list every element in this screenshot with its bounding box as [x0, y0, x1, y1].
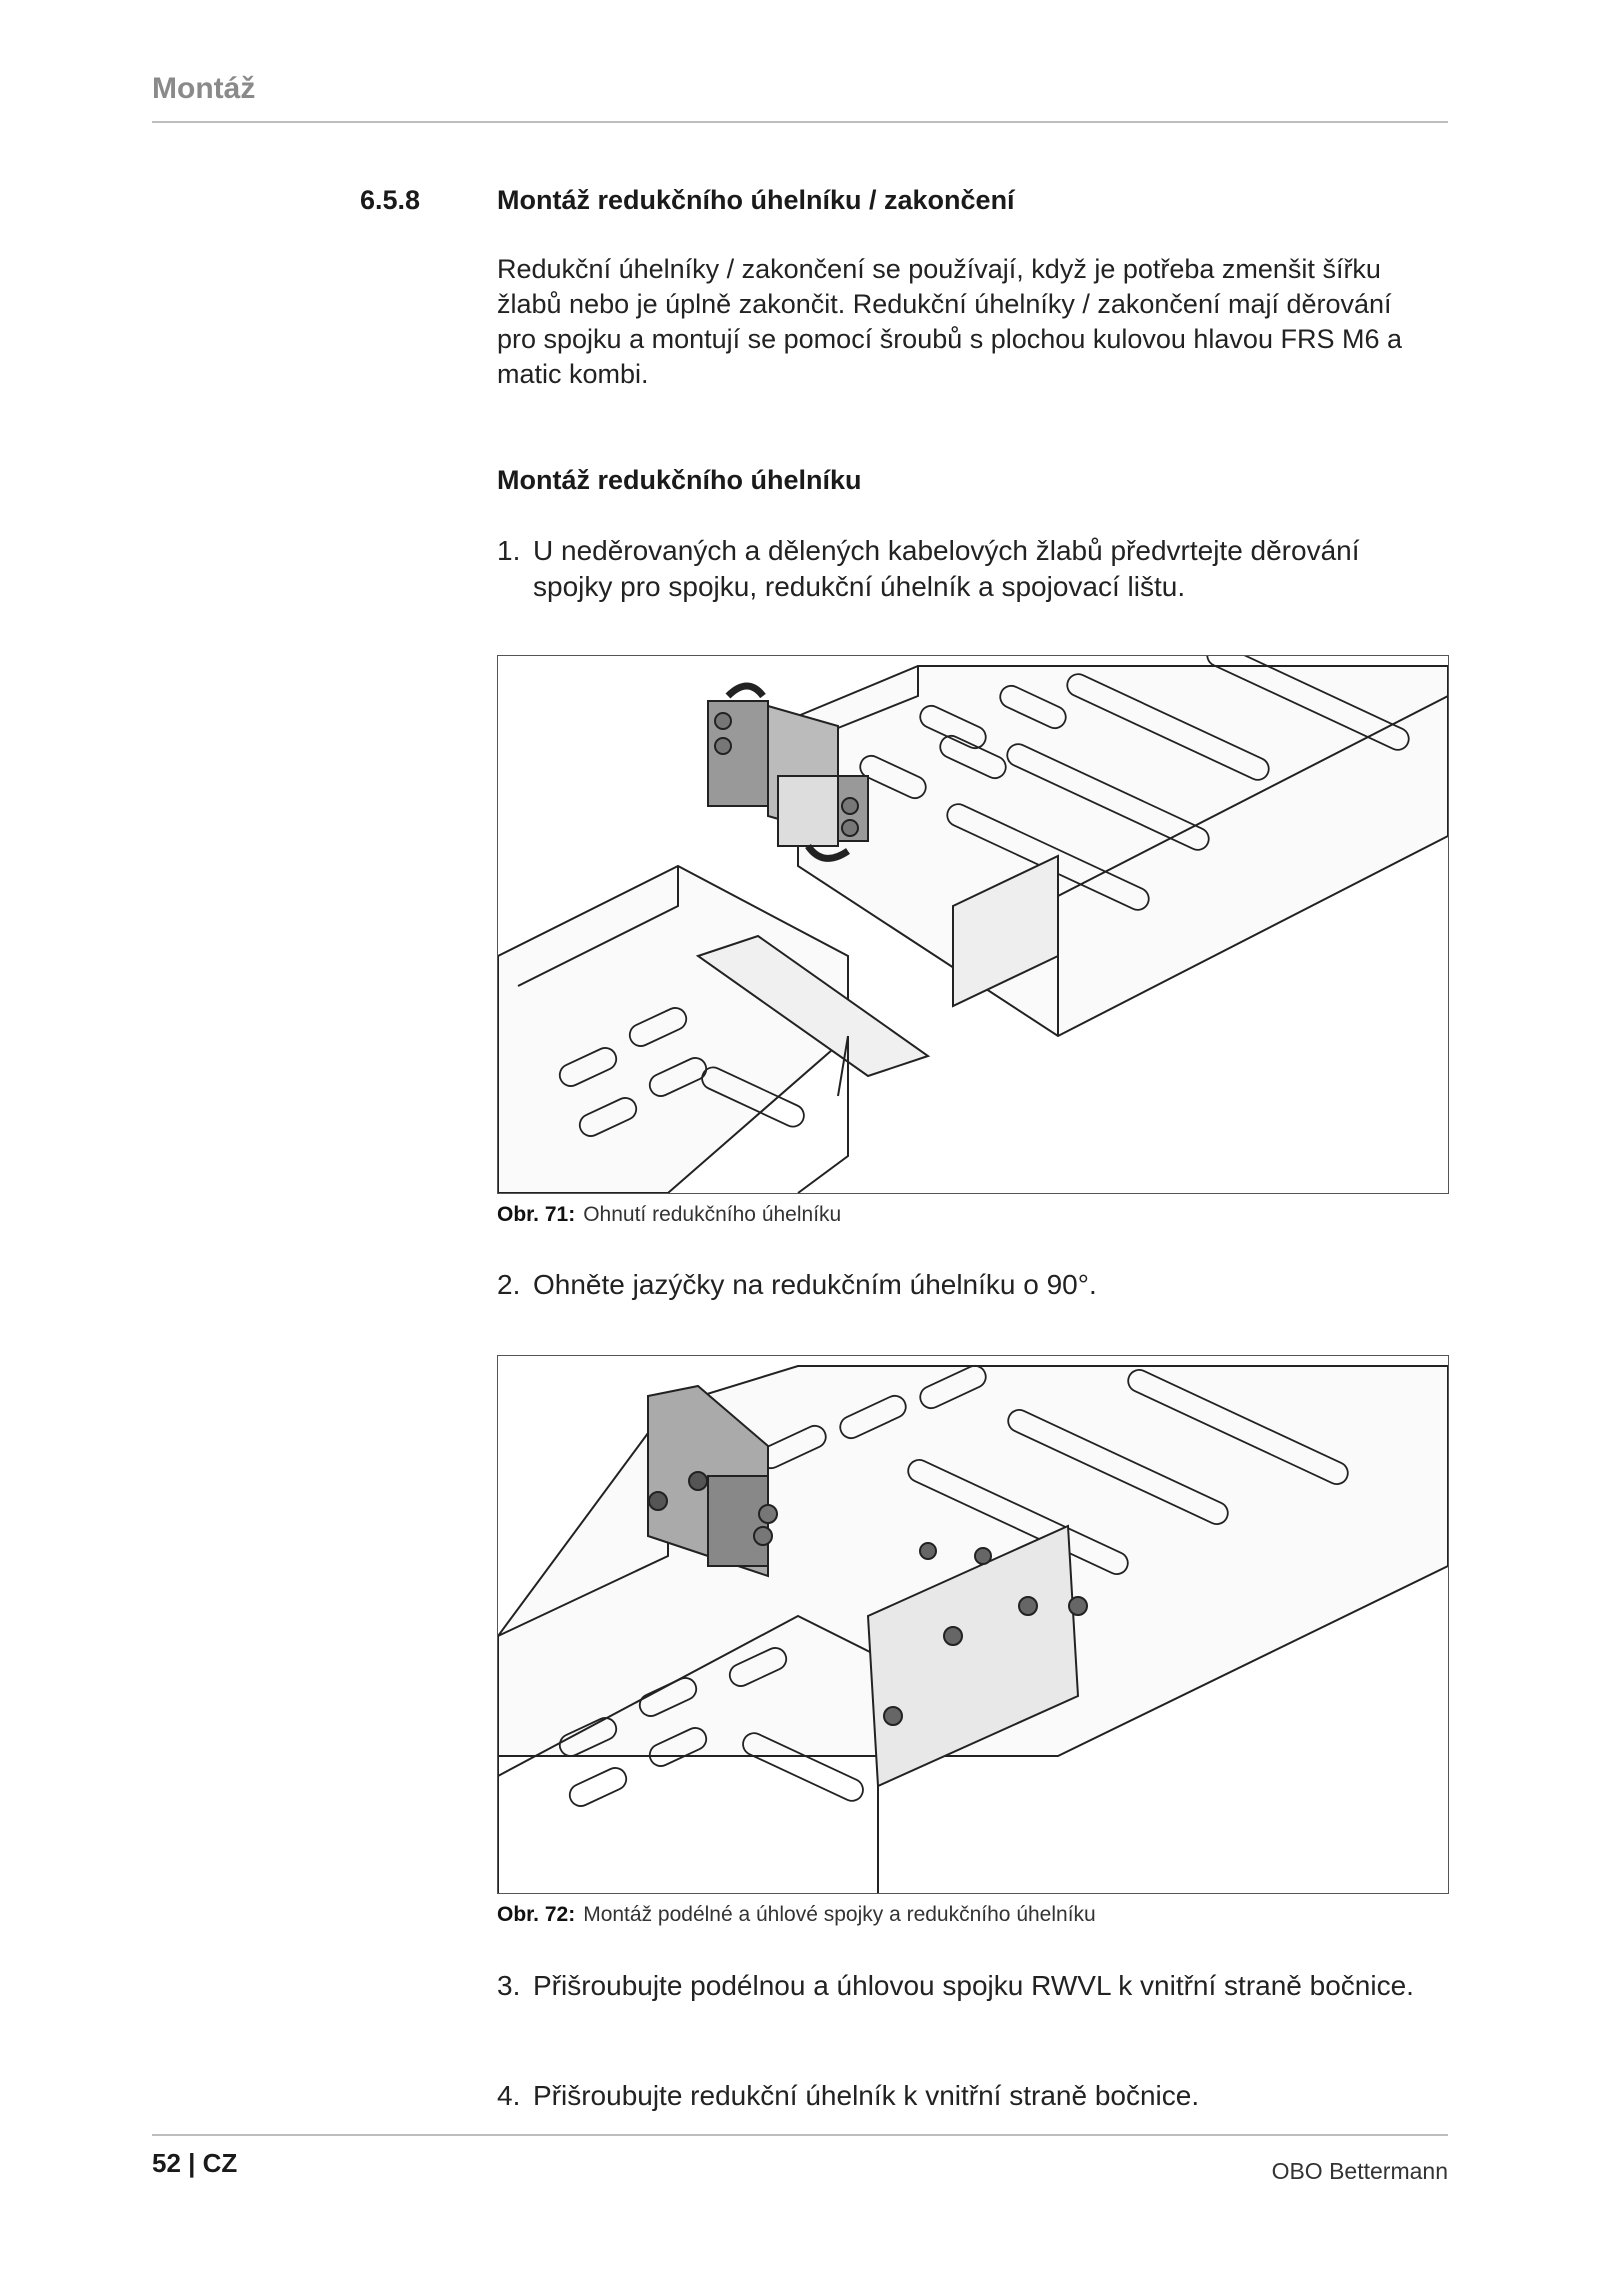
step-number: 3.: [497, 1970, 521, 2001]
step-1: [497, 533, 1437, 605]
step-text: Přišroubujte podélnou a úhlovou spojku RWVL k vnitřní straně bočnice.: [533, 1970, 1414, 2001]
step-number: 4.: [497, 2080, 521, 2111]
figure-71: [497, 655, 1449, 1194]
footer-divider: [152, 2134, 1448, 2136]
figure-72-caption: [497, 1903, 1096, 1927]
figure-caption-text: Montáž podélné a úhlové spojky a redukčního úhelníku: [583, 1903, 1096, 1926]
intro-paragraph: Redukční úhelníky / zakončení se používají, když je potřeba zmenšit šířku žlabů nebo je úplně zakončit. Redukční úhelníky / zakončení mají děrování pro spojku a montují se pomocí šroubů s plochou kulovou hlavou FRS M6 a matic kombi.: [497, 254, 1402, 389]
step-3: [497, 1968, 1437, 2004]
section-number: 6.5.8: [360, 185, 421, 215]
step-4: [497, 2078, 1437, 2114]
page-number: 52 | CZ: [152, 2148, 238, 2178]
brand-name: OBO Bettermann: [1271, 2158, 1448, 2184]
step-text: U neděrovaných a dělených kabelových žlabů předvrtejte děrování spojky pro spojku, redukční úhelník a spojovací lištu.: [533, 535, 1360, 602]
cable-tray-assembly-illustration-icon: [498, 1356, 1448, 1893]
running-title: Montáž: [152, 72, 256, 105]
header-divider: [152, 121, 1448, 123]
subheading: Montáž redukčního úhelníku: [497, 465, 862, 495]
cable-tray-bend-illustration-icon: [498, 656, 1448, 1193]
figure-label: Obr. 72:: [497, 1903, 576, 1926]
step-text: Ohněte jazýčky na redukčním úhelníku o 90°.: [533, 1269, 1097, 1300]
figure-label: Obr. 71:: [497, 1203, 576, 1226]
section-title: Montáž redukčního úhelníku / zakončení: [497, 185, 1015, 215]
step-number: 1.: [497, 535, 521, 566]
step-number: 2.: [497, 1269, 521, 1300]
figure-72: [497, 1355, 1449, 1894]
step-text: Přišroubujte redukční úhelník k vnitřní straně bočnice.: [533, 2080, 1200, 2111]
figure-71-caption: [497, 1203, 841, 1227]
figure-caption-text: Ohnutí redukčního úhelníku: [583, 1203, 842, 1226]
step-2: [497, 1267, 1437, 1303]
